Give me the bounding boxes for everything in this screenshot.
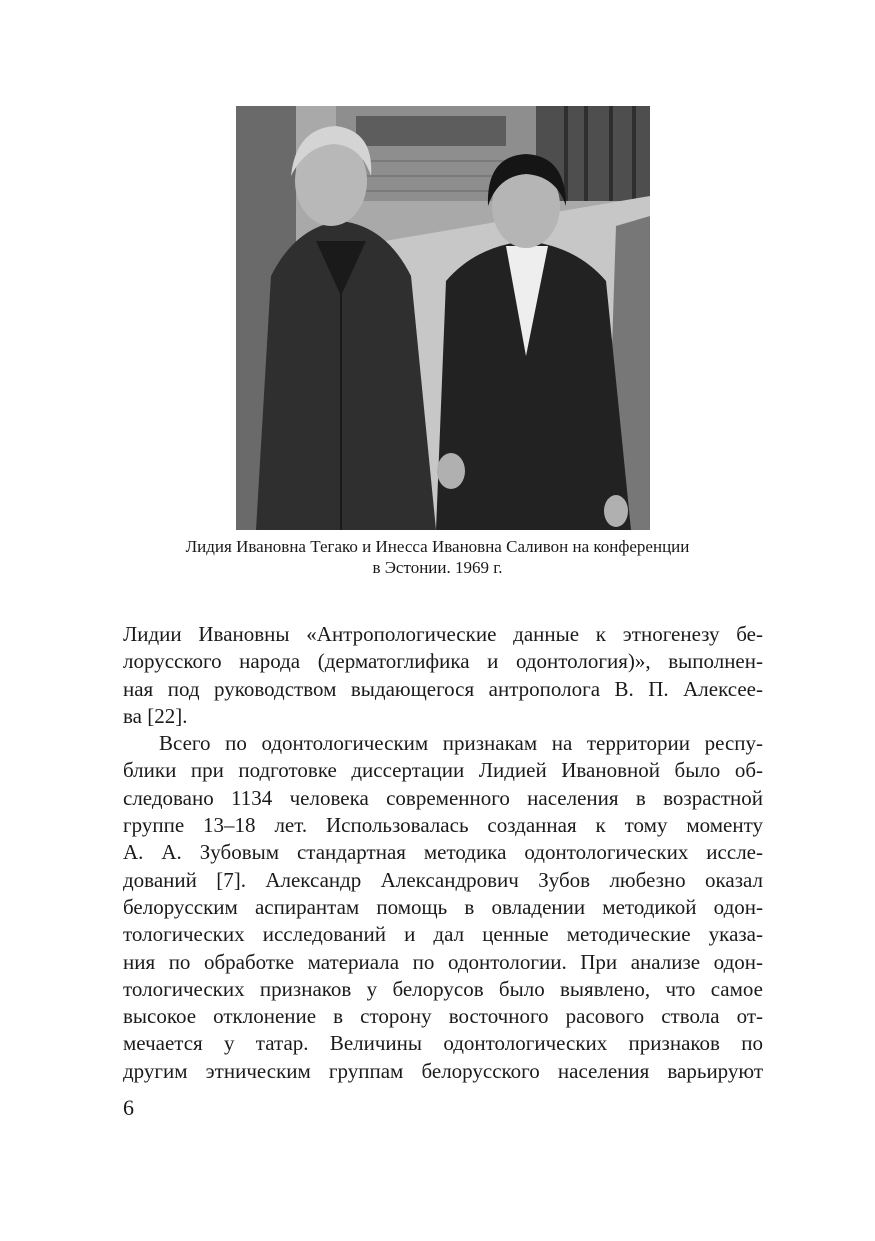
paragraph [123,730,763,1085]
text-line: тологических признаков у белорусов было выявлено, что самое [123,976,763,1001]
text-line: Всего по одонтологическим признакам на территории респу- [159,731,763,756]
text-line: дований [7]. Александр Александрович Зубов любезно оказал [123,867,763,892]
text-line: ная под руководством выдающегося антрополога В. П. Алексее- [123,676,763,701]
text-line: блики при подготовке диссертации Лидией Ивановной было об- [123,758,763,783]
text-line: следовано 1134 человека современного населения в возрастной [123,785,763,810]
caption-line-1: Лидия Ивановна Тегако и Инесса Ивановна Саливон на конференции [185,537,690,556]
text-line: другим этническим группам белорусского населения варьируют [123,1058,763,1083]
text-line: белорусским аспирантам помощь в овладении методикой одон- [123,894,763,919]
text-line: группе 13–18 лет. Использовалась созданная к тому моменту [123,813,763,838]
text-line: А. А. Зубовым стандартная методика одонтологических иссле- [123,840,763,865]
text-line: ния по обработке материала по одонтологии. При анализе одон- [123,949,763,974]
paragraph [123,621,763,730]
photo-two-women-icon [236,106,650,530]
photo-caption [100,536,775,578]
text-line: Лидии Ивановны «Антропологические данные к этногенезу бе- [123,622,763,646]
body-text [123,621,763,1085]
photo [236,106,650,530]
text-line: мечается у татар. Величины одонтологических признаков по [123,1031,763,1056]
text-line: тологических исследований и дал ценные методические указа- [123,922,763,947]
text-line: лорусского народа (дерматоглифика и одонтология)», выполнен- [123,649,763,674]
caption-line-2: в Эстонии. 1969 г. [372,558,503,577]
text-line: ва [22]. [123,703,188,728]
text-line: высокое отклонение в сторону восточного расового ствола от- [123,1004,763,1029]
page-number: 6 [123,1095,134,1120]
